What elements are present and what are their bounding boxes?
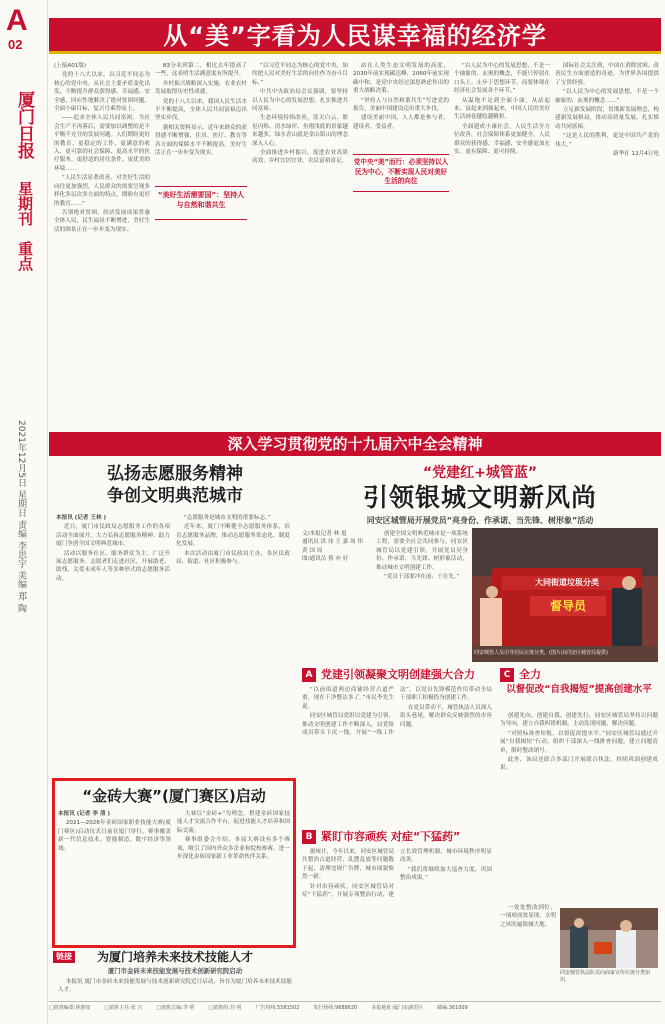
top-headline: 从“美”字看为人民谋幸福的经济学 [163, 22, 547, 50]
left-headline-2: 争创文明典范城市 [107, 486, 243, 506]
footer-item-4: □值班组:苏 明 [208, 1005, 242, 1011]
section-banner-text: 深入学习贯彻党的十九届六中全会精神 [227, 435, 483, 453]
right-credit-4: 图/通讯员 蔡 亦 好 [302, 556, 349, 563]
section-a-tag [302, 668, 492, 682]
footer-item-7: 本报地址:厦门市湖里区 [371, 1005, 424, 1011]
footer-item-2: □值班主任:张 兴 [104, 1005, 143, 1011]
top-subhead-2-box [353, 154, 449, 192]
date-line: 2021年12月5日 星期日 [16, 420, 26, 517]
staff-line: 责编 李思宇 美编 郑 陶 [16, 520, 26, 613]
footer-item-8: 邮编:361009 [437, 1005, 468, 1011]
top-column-4: 站在人类生态文明发展的高度，2030年前实现碳达峰、2060年前实现碳中和，是党中央经过深思熟虑作出的重大战略决策。 “坚持人与自然和谐共生”写进党的报告，美丽中国建设迈出重大步伐。 建设美丽中国，人人都是参与者、建设者、受益者。 [353, 63, 449, 130]
page-number: 02 [8, 37, 23, 52]
section-b-body: 据统计，今年以来，同安区城管局共整治占道经营、乱摆乱放等问题数千起，清理违规广告牌，城市面貌焕然一新。 针对市容顽疾，同安区城管局对症“下猛药”，开展专项整治行动，建立长效管理机制，城市环境秩序明显改善。 “我们将继续加大巡查力度，巩固整治成果。” [302, 849, 492, 899]
boxed-body: 本报讯 (记者 李 清 ) 2021—2026年金砖国家职业技能大赛(厦门赛区)启动仪式日前在厦门举行，赛事覆盖新一代信息技术、智能制造、数字经济等领域。 大赛以“金砖+”为理念，搭建金砖国家技能人才交流合作平台，促进技能人才培养和国际交流。 赛事组委会介绍，本届大赛设有多个赛项，吸引了国内外众多企业和院校参赛，进一步深化金砖国家新工业革命伙伴关系。 [58, 811, 290, 861]
main-photo [472, 528, 658, 662]
section-c-body-2: 一处处整改到位，一项项成效显现，文明之风吹遍银城大地。 [500, 905, 556, 928]
top-subhead-1-box [155, 186, 247, 220]
section-a-num: A [302, 668, 316, 682]
section-b-num: B [302, 830, 316, 844]
edition-label: 星期刊 [16, 180, 34, 226]
section-c-num: C [500, 668, 514, 682]
top-column-5: “以人民为中心的发展思想，不是一个抽象的、玄奥的概念，不能只停留在口头上、止步于思想环节，而要体现在经济社会发展各个环节。” 从温饱不足到全面小康，从站起来、富起来到强起来，中国人民的美好生活画卷越绘越精彩。 全面建成小康社会，人民生活全方位改善，社会保障体系更加健全，人民群众的获得感、幸福感、安全感更加充实、更有保障、更可持续。 [454, 63, 550, 156]
source-tag: (上接A01版) [54, 63, 87, 69]
footer-item-1: □值班编委:林惠如 [49, 1005, 91, 1011]
top-credit: 新华社 12月4日电 [612, 151, 659, 158]
left-headline-1: 弘扬志愿服务精神 [107, 464, 243, 484]
section-b-title: 紧盯市容顽疾 对症“下猛药” [321, 830, 461, 843]
footer-item-3: □值班总编:李 明 [156, 1005, 195, 1011]
section-c-subtitle: 以督促改“自我揭短”提高创建水平 [506, 684, 652, 695]
boxed-headline: “金砖大赛”(厦门赛区)启动 [82, 787, 266, 805]
left-story-body: 本报讯 (记者 王林 ) 近日，厦门市民政局志愿服务工作的各项活动全面展开，大力弘扬志愿服务精神，助力厦门争创全国文明典范城市。 活动以服务社区、服务群众为主，广泛开展志愿服务。志愿者们走进社区，开展助老、助残、关爱未成年人等多种形式的志愿服务活动。 “志愿服务是城市文明的重要标志。” 近年来，厦门不断健全志愿服务体系，培育志愿服务品牌，推动志愿服务常态化、制度化发展。 本次活动由厦门市民政局主办，各区民政局、街道、社区积极参与。 [56, 515, 290, 582]
right-intro-column: 创建全国文明典范城市是一项系统工程，需要全社会共同参与。同安区城管局以党建引领，开展党员亮身份、作承诺、当先锋、树形象活动，推动城市文明创建工作。 “党员干部要冲在前、干在先。” [376, 531, 468, 581]
small-photo [560, 908, 658, 968]
right-credits [302, 530, 372, 564]
page-letter: A [6, 4, 28, 37]
section-label: 重点 [16, 241, 34, 271]
section-c-body: 创建先向、创建自我、创建先行，同安区城管局坚持以问题为导向，建立自我纠错机制，主动发现问题、解决问题。 “对照标准查短板，以督促改提水平。”同安区城管局通过开展“自我揭短”行动，组织干部深入一线排查问题，建立问题清单，限时整改销号。 此外，该局还联合多部门开展联合执法，持续巩固创建成果。 [500, 713, 658, 772]
top-column-3: “以习近平同志为核心的党中央，始终把人民对美好生活的向往作为奋斗目标。” 中共中央政治局会议强调，要坚持以人民为中心的发展思想，扎实推进共同富裕。 生态环境持续改善，蓝天白云、繁星闪烁、清水绿岸、鱼翔浅底的景象越来越多，绿水青山就是金山银山的理念深入人心。 全面推进乡村振兴，促进农业高质高效、乡村宜居宜业、农民富裕富足。 [252, 63, 348, 165]
section-c-title: 全力 [519, 668, 541, 681]
top-subhead-1: “美好生活需要国”：坚持人与自然和谐共生 [157, 191, 245, 209]
right-credit-1: 文/本报记者 林 旭 [302, 531, 347, 537]
main-photo-caption: 同安城管人员引导居民垃圾分类。(图片由同安区城管局提供) [474, 650, 608, 656]
section-a-title: 党建引领凝聚文明创建强大合力 [321, 668, 475, 681]
paper-logo: 厦门日报 [14, 91, 34, 159]
photo-sign-text: 督导员 [549, 599, 586, 613]
top-column-6: 国际社会关注到，中国在消除贫困、改善民生方面创造的奇迹，为世界各国提供了宝贵经验。 “以人民为中心的发展思想，不是一个抽象的、玄奥的概念……” 立足新发展阶段，贯彻新发展理念，构建新发展格局，推动高质量发展，扎实推动共同富裕。 “这是人民的胜利，更是中国共产党的伟大。” 新华社 12月4日电 [555, 63, 659, 158]
right-headline: 引领银城文明新风尚 [362, 483, 597, 512]
small-photo-caption: 同安城管执法队员向商家宣传垃圾分类知识。 [560, 970, 651, 983]
top-column-2: 83分名列第二，相比去年提高了一些，这表明生活满意度有所提升。 乡村振兴战略深入实施，农业农村发展取得历史性成就。 党的十八大以来，我国人民生活水平不断提高，全体人民共同富裕迈出坚实步伐。 据相关资料显示，近年来群众的获得感不断增强，住房、医疗、教育等各方面的保障水平不断提高，美好生活正在一步步变为现实。 [155, 63, 247, 157]
right-deck: 同安区城管局开展党员“亮身份、作承诺、当先锋、树形象”活动 [366, 516, 594, 525]
right-kicker: “党建红+城管蓝” [422, 465, 538, 481]
link-headline: 为厦门培养未来技术技能人才 [96, 950, 253, 964]
small-photo-art [560, 908, 658, 968]
link-body: 本报讯 厦门市金砖未来技能发展与技术创新研究院近日启动，旨在为厦门培养未来技术技能人才。 [58, 979, 292, 994]
left-byline: 本报讯 (记者 王林 ) [56, 515, 107, 521]
link-tag: 链接 [53, 951, 75, 963]
top-column-1: (上接A01版) 党的十八大以来，以习近平同志为核心的党中央，从社会主要矛盾变化出发，不断提升群众获得感、幸福感、安全感，回应性地解决了绝对贫困问题，全面小康目标，复兴号乘势而上。 ——追求全体人民共同富裕。当社会生产不再落后，需要加以调整的是不平衡不充分的发展问题。人们期盼更好的教育、更稳定的工作、更满意的收入、更可靠的社会保障、更高水平的医疗服务、更舒适的居住条件、更优美的环境…… “人民生活显著改善，对美好生活的向往更加强烈，人民群众的需要呈现多样化多层次多方面的特点，期盼有更好的教育……” 告别绝对贫困，经济发展成果普惠全体人民，民生福祉不断增进，美好生活的图景正在一步步变为现实。 [54, 63, 150, 233]
boxed-byline: 本报讯 (记者 李 清 ) [58, 811, 111, 817]
section-b-tag [302, 830, 492, 844]
right-credit-2: 通讯员 洪 伟 王 嘉 周 伟 [302, 539, 364, 546]
photo-banner-text: 大同街道垃圾分类 [535, 578, 599, 587]
link-deck: 厦门市金砖未来技能发展与技术创新研究院启动 [107, 967, 243, 975]
footer-item-5: 广告热线:5581502 [255, 1005, 300, 1011]
footer-item-6: 发行热线:9688620 [313, 1005, 358, 1011]
right-credit-3: 黄 国 周 [302, 547, 323, 554]
main-photo-art [472, 528, 658, 662]
footer [49, 1001, 661, 1021]
top-subhead-2: 党中央“美”而行：必须坚持以人民为中心，不断实现人民对美好生活的向往 [353, 158, 449, 185]
section-c-tag [500, 668, 658, 682]
section-a-body: “以前街道两边商铺经营占道严重，现在干净整洁多了。”市民李先生说。 同安区城管局党组以党建为引领，推动文明创建工作不断深入。局党组成员带头下沉一线，开展“一线工作法”，以党员先锋模范作用带动全局干部职工积极投身创建工作。 在党员带动下，城管执法人员深入街头巷尾，解决群众反映强烈的市容问题。 [302, 687, 492, 737]
